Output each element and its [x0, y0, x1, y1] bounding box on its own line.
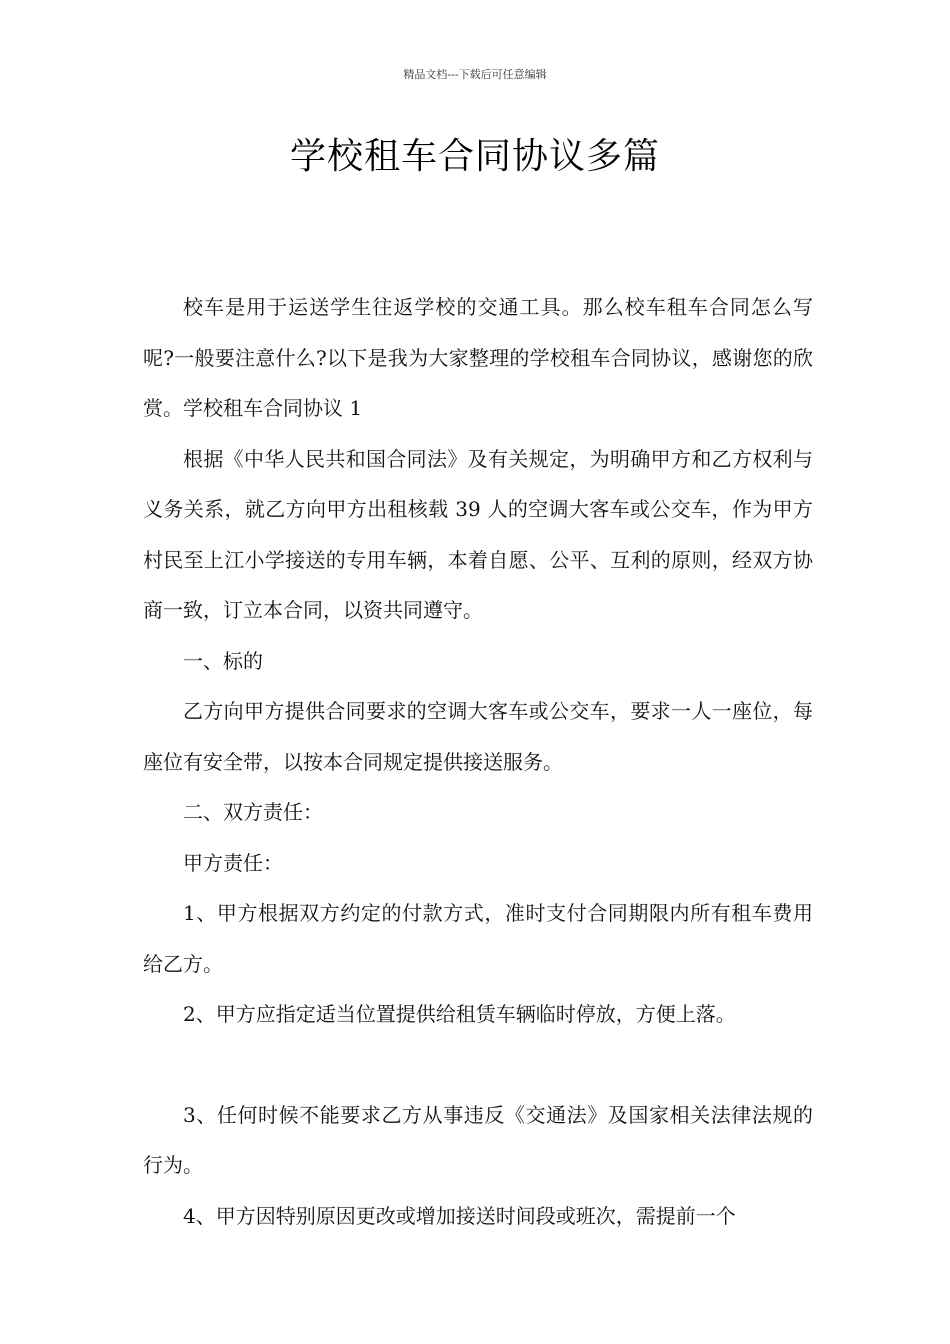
section-heading-responsibilities: 二、双方责任：	[183, 800, 323, 824]
clause-1: 1、甲方根据双方约定的付款方式，准时支付合同期限内所有租车费用给乙方。	[143, 901, 813, 976]
section-heading-subject: 一、标的	[183, 648, 263, 673]
paragraph-subject: 乙方向甲方提供合同要求的空调大客车或公交车，要求一人一座位，每座位有安全带，以按本合同规定提供接送服务。	[143, 699, 813, 774]
clause-3: 3、任何时候不能要求乙方从事违反《交通法》及国家相关法律法规的行为。	[143, 1102, 813, 1177]
paragraph-preamble: 根据《中华人民共和国合同法》及有关规定，为明确甲方和乙方权利与义务关系，就乙方向甲方出租核载 39 人的空调大客车或公交车，作为甲方村民至上江小学接送的专用车辆，本着自愿、公平、互利的原则，经双方协商一致，订立本合同，以资共同遵守。	[143, 446, 813, 622]
header-note: 精品文档---下载后可任意编辑	[403, 68, 547, 81]
document-body	[143, 282, 813, 1241]
clause-2: 2、甲方应指定适当位置提供给租赁车辆临时停放，方便上落。	[183, 1002, 736, 1026]
subheading-party-a: 甲方责任：	[183, 850, 283, 875]
paragraph-intro: 校车是用于运送学生往返学校的交通工具。那么校车租车合同怎么写呢?一般要注意什么?以下是我为大家整理的学校租车合同协议，感谢您的欣赏。学校租车合同协议 1	[143, 295, 813, 420]
clause-4: 4、甲方因特别原因更改或增加接送时间段或班次，需提前一个	[183, 1203, 736, 1228]
document-title: 学校租车合同协议多篇	[289, 136, 660, 177]
